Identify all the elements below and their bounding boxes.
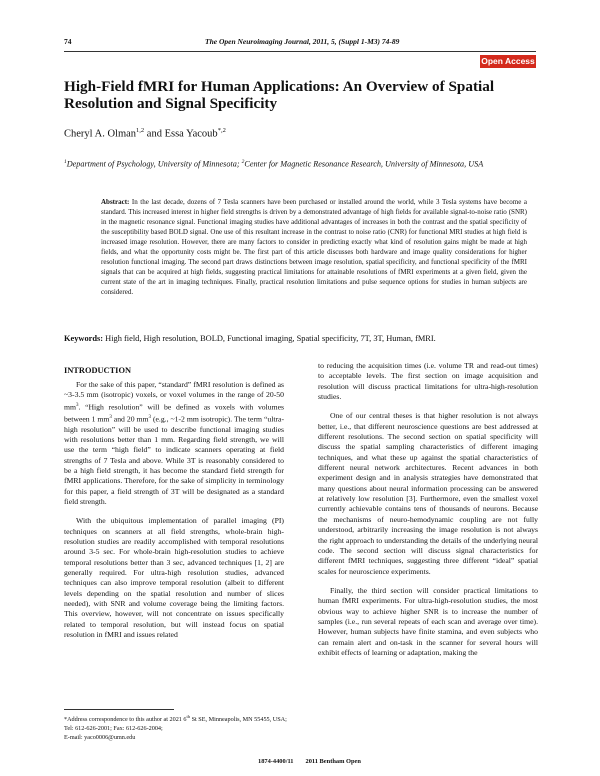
keywords-text: High field, High resolution, BOLD, Functional imaging, Spatial specificity, 7T, 3T, Human, fMRI. — [105, 334, 436, 343]
intro-p1-part-a: For the sake of this paper, “standard” fMRI resolution is defined as ~3-3.5 mm (isotropic) voxels, or voxel volumes in the range of 20-50 mm — [64, 380, 284, 412]
abstract-text: In the last decade, dozens of 7 Tesla scanners have been purchased or installed around the world, while 3 Tesla systems have become a standard. This increased interest in higher field strengths is driven by a demonstrated advantage of high fields for available signal-to-noise ratio (SNR) in the magnetic resonance signal. Functional imaging studies have additional advantages of increases in both the contrast and the spatial specificity of the susceptibility based BOLD signal. One use of this resultant increase in the contrast to noise ratio (CNR) for functional MRI studies at high field is increased image resolution. However, there are many factors to consider in predicting exactly what kind of resolution gains might be made at high fields, and what the opportunity costs might be. The first part of this article discusses both hardware and image quality considerations for higher resolution functional imaging. The second part draws distinctions between image resolution, spatial specificity, and functional specificity of the fMRI signals that can be acquired at high fields, suggesting practical limitations for attainable resolutions of fMRI experiments at a given field, given the current state of the art in imaging techniques. Finally, practical resolution limitations and pulse sequence options for studies in human subjects are considered. — [101, 198, 527, 297]
author-olman-affiliation: 1,2 — [136, 127, 145, 134]
open-access-badge: Open Access — [481, 56, 535, 66]
page-number: 74 — [64, 37, 72, 46]
journal-header: The Open Neuroimaging Journal, 2011, 5, (Suppl 1-M3) 74-89 — [205, 37, 400, 46]
article-title: High-Field fMRI for Human Applications: An Overview of Spatial Resolution and Signal Specificity — [64, 78, 495, 112]
author-yacoub: Essa Yacoub — [164, 128, 218, 140]
intro-paragraph-2: With the ubiquitous implementation of parallel imaging (PI) techniques on scanners at all field strengths, whole-brain high-resolution studies are readily accomplished with temporal resolutions around 3-5 sec. For whole-brain high-resolution studies to achieve temporal resolutions better than 3 sec, advanced techniques [1, 2] are generally required. For ultra-high resolution studies, advanced techniques can also improve temporal resolution (albeit to different levels depending on the spatial resolution and number of slices needed), with SNR and volume coverage being the limiting factors. This overview, however, will not concentrate on issues specifically related to temporal resolution, but will instead focus on spatial resolution in fMRI and issues related — [64, 516, 284, 640]
footer-copyright: 2011 Bentham Open — [305, 758, 361, 765]
author-olman: Cheryl A. Olman — [64, 128, 137, 140]
abstract-label: Abstract: — [101, 198, 132, 206]
intro-paragraph-3: to reducing the acquisition times (i.e. volume TR and read-out times) to acceptable levels. The first section on image acquisition and resolution will discuss practical limitations for ultra-high-resolution studies. — [318, 361, 538, 402]
correspondence-footnote — [64, 713, 294, 743]
footnote-email: E-mail: yaco0006@umn.edu — [64, 733, 136, 741]
introduction-heading: INTRODUCTION — [64, 366, 132, 375]
abstract — [101, 197, 527, 297]
right-column — [318, 361, 538, 667]
affiliation-2: Center for Magnetic Resonance Research, University of Minnesota, USA — [244, 159, 484, 169]
affiliations — [64, 157, 540, 170]
keywords — [64, 334, 540, 343]
intro-p1-sup-1: 3 — [75, 402, 79, 408]
footnote-address-b: St SE, Minneapolis, MN 55455, USA; Tel: 612-626-2001; Fax: 612-626-2004; — [64, 716, 287, 732]
intro-p1-part-b: . “High resolution” will be defined as voxels with volumes between 1 mm — [64, 402, 284, 424]
left-column — [64, 380, 284, 649]
affiliation-2-marker: 2 — [241, 159, 245, 165]
intro-p1-part-d: (e.g., ~1-2 mm isotropic). The term “ultra-high resolution” will be used to describe functional imaging studies with resolutions better than 1 mm. Regarding field strength, we will use the term “high field” to indicate scanners operating at field strengths of 7 Tesla and above. While 3T is reasonably considered to be a high field strength, it has become the standard field strength for fMRI applications. Therefore, for the sake of simplicity in terminology for this paper, a field strength of 3T will be designated as a standard field strength. — [64, 414, 285, 506]
intro-p1-sup-2: 3 — [109, 414, 112, 420]
header-rule — [64, 51, 536, 52]
intro-paragraph-1 — [64, 380, 284, 507]
intro-paragraph-4: One of our central theses is that higher resolution is not always better, i.e., that different neuroscience questions are best addressed at different resolutions. The second section on spatial specificity will discuss the spatial sampling characteristics of different imaging techniques, and what these up against the spatial characteristics of different neural network architectures. Recent advances in both experiment design and in analysis strategies have demonstrated that many questions about neural information processing can be answered at relatively low resolution [3]. Furthermore, even the smallest voxel currently achievable contains tens of thousands of neurons. Because the mechanisms of neuro-hemodynamic coupling are not fully understood, arbitrarily increasing the image resolution is not always the right approach to understanding the details of the underlying neural code. The second section will discuss signal characteristics for different fMRI techniques, suggesting three different “ideal” spatial scales for neuroscience experiments. — [318, 411, 538, 576]
intro-p1-part-c: and 20 mm — [111, 414, 149, 424]
footer-issn: 1874-4400/11 — [258, 758, 294, 765]
page-footer — [258, 758, 373, 765]
author-line — [64, 127, 226, 140]
footnote-address-sup: th — [186, 714, 191, 719]
intro-paragraph-5: Finally, the third section will consider practical limitations to human fMRI experiments. For ultra-high-resolution studies, the most obvious way to achieve higher SNR is to increase the number of samples (i.e., run several repeats of each scan and average over time). However, human subjects have finite stamina, and even subjects who can remain alert and on-task in the scanner for several hours will exhibit effects of learning or adaptation, making the — [318, 585, 538, 657]
keywords-label: Keywords: — [64, 334, 106, 343]
author-join: and — [144, 128, 165, 140]
affiliation-1: Department of Psychology, University of Minnesota; — [66, 159, 242, 169]
footnote-address-a: *Address correspondence to this author at 2021 6 — [64, 716, 187, 724]
footnote-rule — [64, 709, 174, 710]
author-yacoub-affiliation: *,2 — [217, 127, 226, 134]
affiliation-1-marker: 1 — [64, 159, 67, 165]
intro-p1-sup-3: 3 — [148, 414, 151, 420]
